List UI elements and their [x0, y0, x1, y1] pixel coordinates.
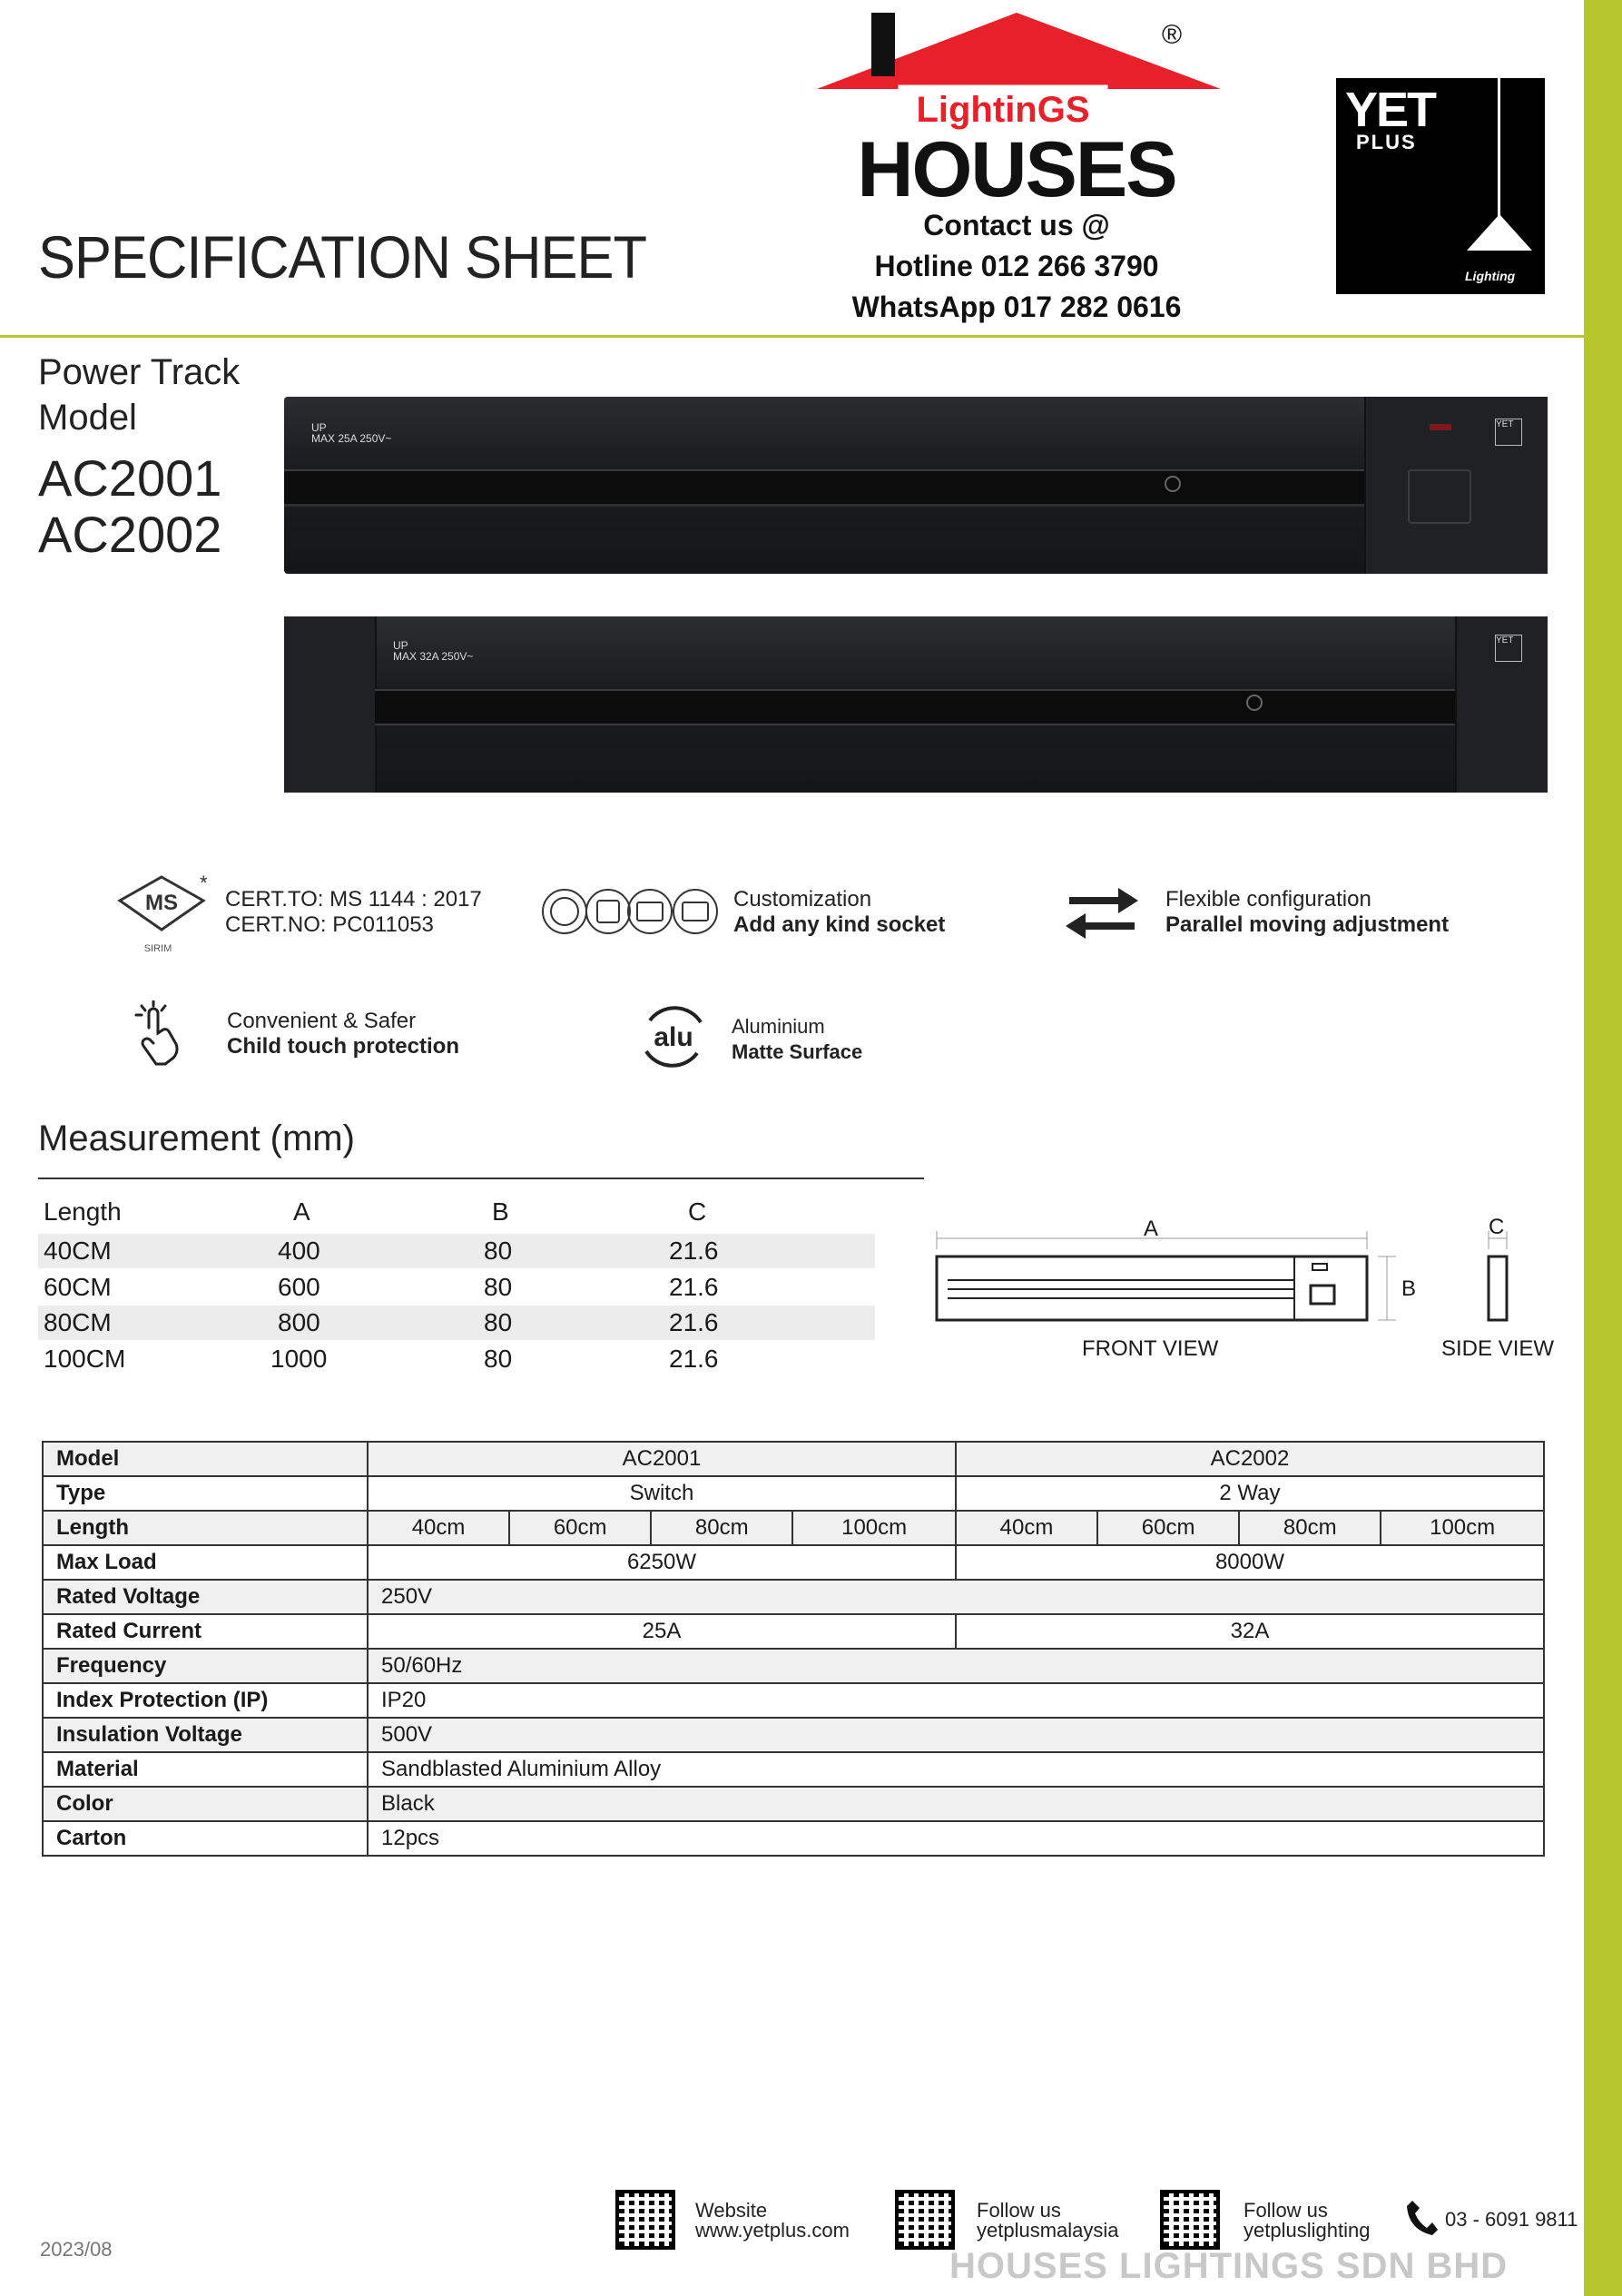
follow-handle[interactable]: yetplusmalaysia — [977, 2219, 1119, 2242]
feature-title: Convenient & Safer — [227, 1009, 417, 1033]
feature-sub: Parallel moving adjustment — [1165, 912, 1450, 937]
spec-value: Black — [368, 1787, 1544, 1821]
spec-value: 100cm — [792, 1511, 956, 1545]
cert-to: CERT.TO: MS 1144 : 2017 — [225, 887, 482, 912]
header-b: B — [492, 1197, 509, 1226]
cell-c: 21.6 — [669, 1308, 719, 1336]
aluminium-feature — [732, 1014, 862, 1065]
feature-sub: Matte Surface — [732, 1040, 863, 1063]
spec-label: Carton — [43, 1821, 368, 1856]
hotline: Hotline 012 266 3790 — [874, 250, 1159, 282]
track-label — [393, 640, 473, 662]
measurement-header-row — [38, 1195, 875, 1229]
spec-value: 80cm — [651, 1511, 792, 1545]
cell-a: 400 — [278, 1237, 320, 1265]
track-brand-mark: YET — [1495, 419, 1522, 446]
side-view-label: SIDE VIEW — [1441, 1336, 1555, 1361]
spec-row-model — [43, 1442, 1544, 1476]
houses-lightings-logo — [799, 9, 1234, 209]
svg-text:*: * — [200, 873, 207, 894]
social-qr-code[interactable] — [1160, 2190, 1220, 2250]
header-a: A — [293, 1197, 310, 1226]
spec-label: Rated Voltage — [43, 1580, 368, 1614]
sirim-cert-icon — [116, 873, 207, 955]
follow-info-1 — [977, 2201, 1119, 2241]
product-type: Power Track — [38, 352, 241, 392]
feature-title: Customization — [733, 887, 872, 912]
track-rating: MAX 25A 250V~ — [311, 432, 392, 445]
spec-row-frequency — [43, 1649, 1544, 1683]
header-length: Length — [44, 1197, 122, 1226]
cell-a: 600 — [278, 1273, 320, 1301]
website-info — [695, 2201, 850, 2241]
brand-yet: YET — [1345, 83, 1436, 137]
phone-number[interactable]: 03 - 6091 9811 — [1445, 2208, 1578, 2231]
svg-text:SIRIM: SIRIM — [143, 943, 172, 954]
cell-c: 21.6 — [669, 1237, 719, 1265]
dimension-drawing — [935, 1213, 1588, 1376]
page-title: SPECIFICATION SHEET — [38, 223, 647, 291]
spec-value: 60cm — [1097, 1511, 1239, 1545]
yet-plus-logo — [1329, 78, 1545, 294]
whatsapp: WhatsApp 017 282 0616 — [851, 291, 1182, 323]
spec-value: 500V — [368, 1718, 1544, 1752]
spec-row-insulation — [43, 1718, 1544, 1752]
measurement-row — [38, 1234, 875, 1268]
model-ac2002: AC2002 — [38, 506, 222, 563]
spec-value: 250V — [368, 1580, 1544, 1614]
spec-label: Max Load — [43, 1545, 368, 1580]
header-c: C — [688, 1197, 707, 1226]
spec-label: Rated Current — [43, 1614, 368, 1649]
spec-label: Material — [43, 1752, 368, 1787]
spec-label: Insulation Voltage — [43, 1718, 368, 1752]
cert-info — [225, 887, 482, 938]
spec-row-type — [43, 1476, 1544, 1511]
measurement-title: Measurement (mm) — [38, 1118, 355, 1158]
cell-length: 100CM — [44, 1345, 126, 1373]
cell-a: 800 — [278, 1308, 320, 1336]
customization-feature — [733, 887, 945, 938]
phone-icon — [1405, 2199, 1438, 2237]
spec-row-carton — [43, 1821, 1544, 1856]
svg-text:®: ® — [1162, 20, 1183, 50]
sheet-date: 2023/08 — [40, 2238, 113, 2261]
facebook-qr-code[interactable] — [895, 2190, 955, 2250]
aluminium-icon — [637, 1000, 710, 1073]
svg-text:HOUSES: HOUSES — [857, 126, 1176, 209]
socket-icons — [541, 886, 723, 937]
cell-b: 80 — [484, 1237, 513, 1265]
spec-label: Model — [43, 1442, 368, 1476]
spec-value: 100cm — [1381, 1511, 1544, 1545]
spec-value: 80cm — [1239, 1511, 1381, 1545]
spec-label: Index Protection (IP) — [43, 1683, 368, 1718]
svg-text:alu: alu — [654, 1022, 693, 1052]
contact-line: Contact us @ — [923, 209, 1110, 241]
dim-a-label: A — [1144, 1217, 1159, 1241]
hand-touch-icon — [129, 1000, 196, 1068]
spec-row-length — [43, 1511, 1544, 1545]
specification-table — [42, 1441, 1545, 1857]
track-rating: MAX 32A 250V~ — [393, 650, 474, 663]
up-label: UP — [311, 421, 327, 434]
header-rule — [0, 335, 1584, 338]
spec-value: 40cm — [368, 1511, 509, 1545]
brand-sub: Lighting — [1465, 269, 1516, 283]
spec-value: 25A — [368, 1614, 956, 1649]
feature-title: Flexible configuration — [1165, 887, 1371, 912]
spec-label: Frequency — [43, 1649, 368, 1683]
measurement-row — [38, 1342, 875, 1376]
spec-value: Sandblasted Aluminium Alloy — [368, 1752, 1544, 1787]
follow-label: Follow us — [977, 2199, 1061, 2222]
cell-c: 21.6 — [669, 1345, 719, 1373]
svg-text:MS: MS — [145, 891, 178, 915]
spec-label: Color — [43, 1787, 368, 1821]
spec-value: AC2002 — [956, 1442, 1544, 1476]
cell-b: 80 — [484, 1345, 513, 1373]
website-link[interactable]: www.yetplus.com — [695, 2219, 850, 2242]
spec-row-voltage — [43, 1580, 1544, 1614]
spec-value: Switch — [368, 1476, 956, 1511]
dim-c-label: C — [1489, 1215, 1505, 1239]
spec-value: IP20 — [368, 1683, 1544, 1718]
spec-row-color — [43, 1787, 1544, 1821]
cell-length: 80CM — [44, 1308, 112, 1336]
spec-value: 8000W — [956, 1545, 1544, 1580]
flexible-feature — [1165, 887, 1449, 938]
spec-value: AC2001 — [368, 1442, 956, 1476]
cell-c: 21.6 — [669, 1273, 719, 1301]
contact-block — [799, 205, 1234, 328]
cell-length: 60CM — [44, 1273, 112, 1301]
website-label: Website — [695, 2199, 768, 2222]
svg-text:LightinGS: LightinGS — [916, 90, 1090, 130]
measurement-row — [38, 1270, 875, 1305]
follow-info-2 — [1244, 2201, 1370, 2241]
feature-sub: Child touch protection — [227, 1034, 459, 1059]
follow-handle[interactable]: yetpluslighting — [1244, 2219, 1371, 2242]
cell-b: 80 — [484, 1273, 513, 1301]
dim-b-label: B — [1401, 1276, 1417, 1301]
spec-label: Type — [43, 1476, 368, 1511]
website-qr-code[interactable] — [615, 2190, 675, 2250]
model-ac2001: AC2001 — [38, 449, 222, 507]
product-model-label: Model — [38, 398, 137, 438]
cert-no: CERT.NO: PC011053 — [225, 912, 434, 937]
child-protection-feature — [227, 1009, 459, 1059]
spec-value: 60cm — [509, 1511, 651, 1545]
power-track-image-ac2002 — [284, 616, 1546, 793]
cell-length: 40CM — [44, 1237, 112, 1265]
swap-arrows-icon — [1064, 881, 1140, 944]
cell-b: 80 — [484, 1308, 513, 1336]
cell-a: 1000 — [270, 1345, 328, 1373]
spec-value: 50/60Hz — [368, 1649, 1544, 1683]
side-accent-bar — [1584, 0, 1622, 2296]
spec-label: Length — [43, 1511, 368, 1545]
spec-row-ip — [43, 1683, 1544, 1718]
front-view-label: FRONT VIEW — [1082, 1336, 1219, 1361]
spec-value: 12pcs — [368, 1821, 1544, 1856]
follow-label: Follow us — [1244, 2199, 1328, 2222]
spec-row-material — [43, 1752, 1544, 1787]
measurement-row — [38, 1306, 875, 1340]
power-track-image-ac2001 — [284, 397, 1546, 574]
spec-value: 2 Way — [956, 1476, 1544, 1511]
up-label: UP — [393, 639, 408, 652]
measurement-rule — [38, 1178, 924, 1179]
track-label — [311, 422, 391, 444]
spec-value: 32A — [956, 1614, 1544, 1649]
spec-value: 40cm — [956, 1511, 1097, 1545]
feature-sub: Add any kind socket — [733, 912, 946, 937]
spec-row-current — [43, 1614, 1544, 1649]
spec-row-max-load — [43, 1545, 1544, 1580]
spec-value: 6250W — [368, 1545, 956, 1580]
watermark: HOUSES LIGHTINGS SDN BHD — [949, 2246, 1509, 2286]
feature-title: Aluminium — [732, 1015, 825, 1038]
track-brand-mark: YET — [1495, 635, 1522, 662]
brand-plus: PLUS — [1356, 131, 1417, 153]
